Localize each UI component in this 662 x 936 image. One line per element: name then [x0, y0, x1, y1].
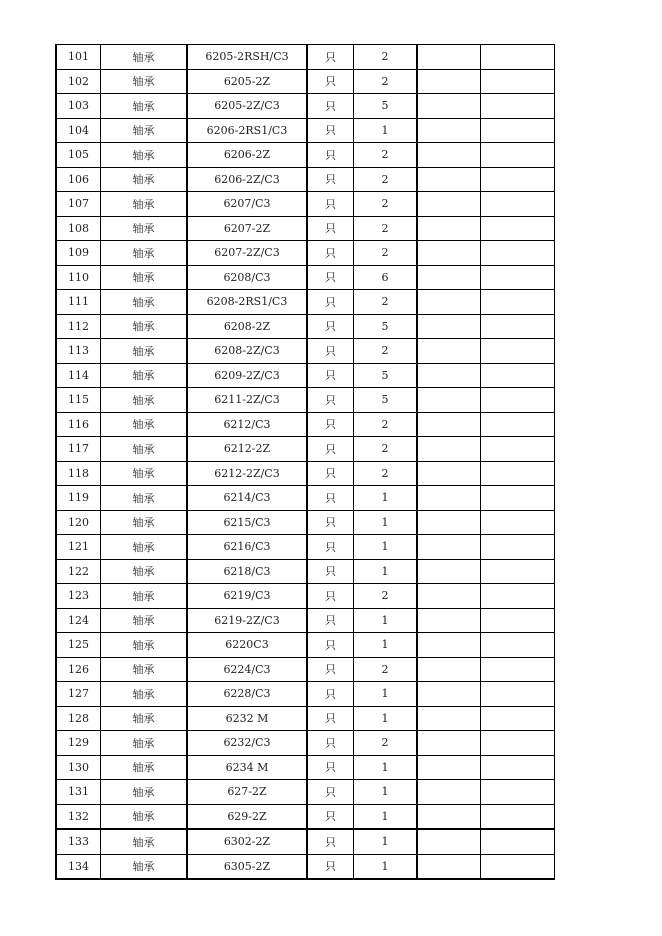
table-row [56, 682, 555, 707]
quantity-cell: 2 [354, 143, 418, 168]
item-name-cell: 轴承 [101, 216, 188, 241]
blank-cell-cell [481, 363, 555, 388]
table-row [56, 339, 555, 364]
unit-cell: 只 [307, 755, 354, 780]
row-number-cell: 125 [56, 633, 101, 658]
unit-cell: 只 [307, 535, 354, 560]
quantity-cell: 2 [354, 216, 418, 241]
quantity-cell: 5 [354, 363, 418, 388]
table-row [56, 437, 555, 462]
model-cell: 6206-2Z/C3 [187, 167, 307, 192]
model-cell: 6216/C3 [187, 535, 307, 560]
model-cell: 6232 M [187, 706, 307, 731]
table-row [56, 486, 555, 511]
blank-cell-cell [417, 216, 481, 241]
blank-cell-cell [481, 94, 555, 119]
table-row [56, 584, 555, 609]
blank-cell-cell [417, 535, 481, 560]
blank-cell-cell [417, 94, 481, 119]
blank-cell-cell [417, 437, 481, 462]
model-cell: 6206-2RS1/C3 [187, 118, 307, 143]
table-row [56, 143, 555, 168]
blank-cell-cell [481, 633, 555, 658]
unit-cell: 只 [307, 657, 354, 682]
item-name-cell: 轴承 [101, 682, 188, 707]
row-number-cell: 105 [56, 143, 101, 168]
blank-cell-cell [417, 657, 481, 682]
quantity-cell: 1 [354, 118, 418, 143]
blank-cell-cell [417, 780, 481, 805]
unit-cell: 只 [307, 94, 354, 119]
model-cell: 6209-2Z/C3 [187, 363, 307, 388]
model-cell: 6205-2Z [187, 69, 307, 94]
model-cell: 6207/C3 [187, 192, 307, 217]
table-row [56, 45, 555, 70]
quantity-cell: 1 [354, 535, 418, 560]
blank-cell-cell [481, 167, 555, 192]
unit-cell: 只 [307, 559, 354, 584]
model-cell: 6211-2Z/C3 [187, 388, 307, 413]
table-row [56, 854, 555, 879]
item-name-cell: 轴承 [101, 633, 188, 658]
quantity-cell: 1 [354, 804, 418, 829]
row-number-cell: 113 [56, 339, 101, 364]
model-cell: 6208-2Z [187, 314, 307, 339]
unit-cell: 只 [307, 167, 354, 192]
unit-cell: 只 [307, 363, 354, 388]
blank-cell-cell [481, 314, 555, 339]
item-name-cell: 轴承 [101, 265, 188, 290]
item-name-cell: 轴承 [101, 731, 188, 756]
blank-cell-cell [417, 829, 481, 854]
table-row [56, 216, 555, 241]
unit-cell: 只 [307, 290, 354, 315]
table-row [56, 608, 555, 633]
model-cell: 6220C3 [187, 633, 307, 658]
model-cell: 6207-2Z [187, 216, 307, 241]
table-row [56, 535, 555, 560]
blank-cell-cell [481, 780, 555, 805]
item-name-cell: 轴承 [101, 657, 188, 682]
row-number-cell: 111 [56, 290, 101, 315]
table-row [56, 69, 555, 94]
model-cell: 6219-2Z/C3 [187, 608, 307, 633]
blank-cell-cell [481, 657, 555, 682]
table-row [56, 241, 555, 266]
quantity-cell: 1 [354, 486, 418, 511]
unit-cell: 只 [307, 780, 354, 805]
blank-cell-cell [481, 804, 555, 829]
table-row [56, 829, 555, 854]
item-name-cell: 轴承 [101, 755, 188, 780]
quantity-cell: 2 [354, 241, 418, 266]
quantity-cell: 2 [354, 412, 418, 437]
blank-cell-cell [417, 143, 481, 168]
model-cell: 6219/C3 [187, 584, 307, 609]
model-cell: 627-2Z [187, 780, 307, 805]
model-cell: 6305-2Z [187, 854, 307, 879]
item-name-cell: 轴承 [101, 780, 188, 805]
blank-cell-cell [417, 559, 481, 584]
table-row [56, 731, 555, 756]
unit-cell: 只 [307, 486, 354, 511]
table-row [56, 559, 555, 584]
model-cell: 6207-2Z/C3 [187, 241, 307, 266]
unit-cell: 只 [307, 608, 354, 633]
quantity-cell: 2 [354, 584, 418, 609]
table-row [56, 461, 555, 486]
unit-cell: 只 [307, 314, 354, 339]
table-row [56, 804, 555, 829]
unit-cell: 只 [307, 69, 354, 94]
table-row [56, 755, 555, 780]
unit-cell: 只 [307, 388, 354, 413]
blank-cell-cell [417, 633, 481, 658]
row-number-cell: 115 [56, 388, 101, 413]
row-number-cell: 108 [56, 216, 101, 241]
blank-cell-cell [481, 461, 555, 486]
row-number-cell: 104 [56, 118, 101, 143]
table-row [56, 363, 555, 388]
blank-cell-cell [417, 854, 481, 879]
row-number-cell: 116 [56, 412, 101, 437]
blank-cell-cell [417, 412, 481, 437]
unit-cell: 只 [307, 584, 354, 609]
unit-cell: 只 [307, 706, 354, 731]
row-number-cell: 132 [56, 804, 101, 829]
item-name-cell: 轴承 [101, 143, 188, 168]
row-number-cell: 109 [56, 241, 101, 266]
row-number-cell: 126 [56, 657, 101, 682]
blank-cell-cell [481, 241, 555, 266]
quantity-cell: 2 [354, 731, 418, 756]
blank-cell-cell [481, 192, 555, 217]
model-cell: 6205-2Z/C3 [187, 94, 307, 119]
quantity-cell: 2 [354, 167, 418, 192]
row-number-cell: 128 [56, 706, 101, 731]
model-cell: 6224/C3 [187, 657, 307, 682]
blank-cell-cell [417, 706, 481, 731]
row-number-cell: 106 [56, 167, 101, 192]
table-row [56, 265, 555, 290]
blank-cell-cell [417, 69, 481, 94]
unit-cell: 只 [307, 854, 354, 879]
blank-cell-cell [481, 388, 555, 413]
blank-cell-cell [417, 388, 481, 413]
row-number-cell: 117 [56, 437, 101, 462]
item-name-cell: 轴承 [101, 314, 188, 339]
unit-cell: 只 [307, 437, 354, 462]
unit-cell: 只 [307, 241, 354, 266]
unit-cell: 只 [307, 143, 354, 168]
blank-cell-cell [417, 731, 481, 756]
row-number-cell: 121 [56, 535, 101, 560]
item-name-cell: 轴承 [101, 854, 188, 879]
item-name-cell: 轴承 [101, 437, 188, 462]
item-name-cell: 轴承 [101, 706, 188, 731]
unit-cell: 只 [307, 265, 354, 290]
table-row [56, 412, 555, 437]
blank-cell-cell [481, 118, 555, 143]
quantity-cell: 2 [354, 192, 418, 217]
blank-cell-cell [481, 265, 555, 290]
blank-cell-cell [481, 437, 555, 462]
model-cell: 6218/C3 [187, 559, 307, 584]
blank-cell-cell [481, 45, 555, 70]
item-name-cell: 轴承 [101, 559, 188, 584]
item-name-cell: 轴承 [101, 363, 188, 388]
row-number-cell: 107 [56, 192, 101, 217]
blank-cell-cell [481, 412, 555, 437]
quantity-cell: 1 [354, 755, 418, 780]
model-cell: 6205-2RSH/C3 [187, 45, 307, 70]
quantity-cell: 1 [354, 682, 418, 707]
blank-cell-cell [417, 167, 481, 192]
item-name-cell: 轴承 [101, 486, 188, 511]
row-number-cell: 133 [56, 829, 101, 854]
row-number-cell: 131 [56, 780, 101, 805]
quantity-cell: 2 [354, 290, 418, 315]
blank-cell-cell [481, 510, 555, 535]
model-cell: 6212-2Z [187, 437, 307, 462]
blank-cell-cell [481, 339, 555, 364]
table-row [56, 388, 555, 413]
item-name-cell: 轴承 [101, 290, 188, 315]
row-number-cell: 114 [56, 363, 101, 388]
blank-cell-cell [481, 682, 555, 707]
quantity-cell: 2 [354, 339, 418, 364]
row-number-cell: 124 [56, 608, 101, 633]
unit-cell: 只 [307, 412, 354, 437]
unit-cell: 只 [307, 804, 354, 829]
unit-cell: 只 [307, 633, 354, 658]
item-name-cell: 轴承 [101, 608, 188, 633]
blank-cell-cell [481, 216, 555, 241]
table-row [56, 167, 555, 192]
blank-cell-cell [481, 829, 555, 854]
table-row [56, 118, 555, 143]
blank-cell-cell [417, 584, 481, 609]
table-row [56, 633, 555, 658]
quantity-cell: 1 [354, 510, 418, 535]
item-name-cell: 轴承 [101, 339, 188, 364]
quantity-cell: 2 [354, 437, 418, 462]
blank-cell-cell [417, 290, 481, 315]
model-cell: 6228/C3 [187, 682, 307, 707]
row-number-cell: 103 [56, 94, 101, 119]
unit-cell: 只 [307, 682, 354, 707]
row-number-cell: 110 [56, 265, 101, 290]
blank-cell-cell [481, 290, 555, 315]
quantity-cell: 1 [354, 559, 418, 584]
item-name-cell: 轴承 [101, 241, 188, 266]
row-number-cell: 101 [56, 45, 101, 70]
row-number-cell: 134 [56, 854, 101, 879]
unit-cell: 只 [307, 192, 354, 217]
blank-cell-cell [417, 486, 481, 511]
quantity-cell: 1 [354, 608, 418, 633]
row-number-cell: 127 [56, 682, 101, 707]
item-name-cell: 轴承 [101, 45, 188, 70]
blank-cell-cell [481, 706, 555, 731]
item-name-cell: 轴承 [101, 69, 188, 94]
model-cell: 6206-2Z [187, 143, 307, 168]
blank-cell-cell [417, 339, 481, 364]
model-cell: 6208/C3 [187, 265, 307, 290]
quantity-cell: 2 [354, 461, 418, 486]
blank-cell-cell [417, 314, 481, 339]
unit-cell: 只 [307, 461, 354, 486]
parts-table-body [56, 45, 555, 880]
item-name-cell: 轴承 [101, 804, 188, 829]
item-name-cell: 轴承 [101, 829, 188, 854]
row-number-cell: 119 [56, 486, 101, 511]
quantity-cell: 1 [354, 633, 418, 658]
parts-table [55, 44, 555, 880]
table-row [56, 780, 555, 805]
model-cell: 6208-2Z/C3 [187, 339, 307, 364]
row-number-cell: 122 [56, 559, 101, 584]
table-row [56, 706, 555, 731]
item-name-cell: 轴承 [101, 167, 188, 192]
quantity-cell: 1 [354, 854, 418, 879]
row-number-cell: 123 [56, 584, 101, 609]
quantity-cell: 1 [354, 780, 418, 805]
quantity-cell: 5 [354, 94, 418, 119]
blank-cell-cell [481, 608, 555, 633]
model-cell: 6232/C3 [187, 731, 307, 756]
quantity-cell: 5 [354, 388, 418, 413]
table-row [56, 657, 555, 682]
blank-cell-cell [481, 755, 555, 780]
unit-cell: 只 [307, 118, 354, 143]
item-name-cell: 轴承 [101, 94, 188, 119]
unit-cell: 只 [307, 216, 354, 241]
item-name-cell: 轴承 [101, 535, 188, 560]
model-cell: 6234 M [187, 755, 307, 780]
unit-cell: 只 [307, 339, 354, 364]
item-name-cell: 轴承 [101, 118, 188, 143]
table-row [56, 192, 555, 217]
table-row [56, 510, 555, 535]
blank-cell-cell [417, 804, 481, 829]
blank-cell-cell [481, 69, 555, 94]
blank-cell-cell [481, 854, 555, 879]
quantity-cell: 6 [354, 265, 418, 290]
blank-cell-cell [417, 461, 481, 486]
unit-cell: 只 [307, 731, 354, 756]
row-number-cell: 112 [56, 314, 101, 339]
table-row [56, 290, 555, 315]
row-number-cell: 118 [56, 461, 101, 486]
quantity-cell: 5 [354, 314, 418, 339]
blank-cell-cell [481, 559, 555, 584]
blank-cell-cell [481, 535, 555, 560]
quantity-cell: 2 [354, 45, 418, 70]
blank-cell-cell [417, 755, 481, 780]
table-row [56, 94, 555, 119]
table-row [56, 314, 555, 339]
item-name-cell: 轴承 [101, 388, 188, 413]
blank-cell-cell [417, 510, 481, 535]
blank-cell-cell [481, 486, 555, 511]
item-name-cell: 轴承 [101, 412, 188, 437]
quantity-cell: 1 [354, 706, 418, 731]
quantity-cell: 2 [354, 69, 418, 94]
item-name-cell: 轴承 [101, 584, 188, 609]
blank-cell-cell [481, 584, 555, 609]
item-name-cell: 轴承 [101, 510, 188, 535]
row-number-cell: 130 [56, 755, 101, 780]
quantity-cell: 2 [354, 657, 418, 682]
quantity-cell: 1 [354, 829, 418, 854]
unit-cell: 只 [307, 45, 354, 70]
blank-cell-cell [481, 143, 555, 168]
item-name-cell: 轴承 [101, 461, 188, 486]
model-cell: 6214/C3 [187, 486, 307, 511]
blank-cell-cell [417, 265, 481, 290]
model-cell: 6212-2Z/C3 [187, 461, 307, 486]
model-cell: 6302-2Z [187, 829, 307, 854]
blank-cell-cell [417, 192, 481, 217]
model-cell: 6215/C3 [187, 510, 307, 535]
item-name-cell: 轴承 [101, 192, 188, 217]
model-cell: 629-2Z [187, 804, 307, 829]
unit-cell: 只 [307, 510, 354, 535]
model-cell: 6212/C3 [187, 412, 307, 437]
row-number-cell: 129 [56, 731, 101, 756]
blank-cell-cell [417, 608, 481, 633]
blank-cell-cell [417, 241, 481, 266]
blank-cell-cell [417, 118, 481, 143]
blank-cell-cell [417, 363, 481, 388]
model-cell: 6208-2RS1/C3 [187, 290, 307, 315]
blank-cell-cell [417, 682, 481, 707]
blank-cell-cell [417, 45, 481, 70]
unit-cell: 只 [307, 829, 354, 854]
row-number-cell: 120 [56, 510, 101, 535]
blank-cell-cell [481, 731, 555, 756]
row-number-cell: 102 [56, 69, 101, 94]
